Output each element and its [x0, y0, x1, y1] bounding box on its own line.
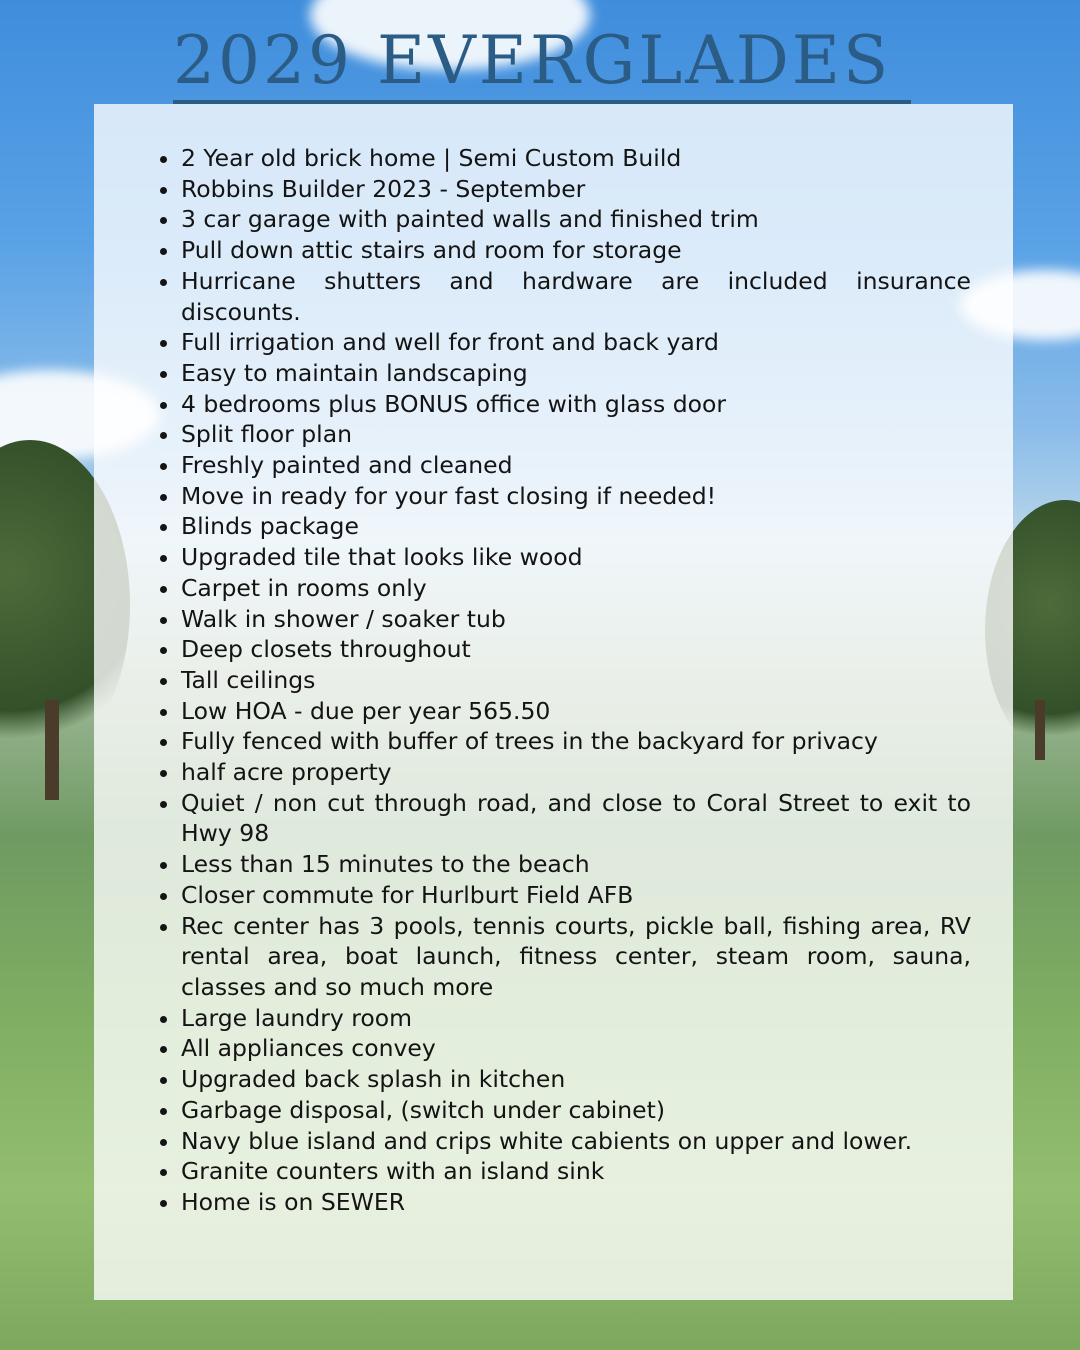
tree-trunk: [1035, 700, 1045, 760]
feature-item: • Granite counters with an island sink: [181, 1156, 971, 1187]
feature-item: • Blinds package: [181, 511, 971, 542]
feature-item: • Freshly painted and cleaned: [181, 450, 971, 481]
feature-item: • Split floor plan: [181, 419, 971, 450]
feature-item: • Robbins Builder 2023 - September: [181, 174, 971, 205]
feature-item: • Quiet / non cut through road, and close to Coral Street to exit to Hwy 98: [181, 788, 971, 849]
page-title: 2029 EVERGLADES: [173, 22, 911, 104]
feature-item: • Garbage disposal, (switch under cabinet): [181, 1095, 971, 1126]
feature-item: • Fully fenced with buffer of trees in the backyard for privacy: [181, 726, 971, 757]
feature-item: • Less than 15 minutes to the beach: [181, 849, 971, 880]
feature-item: • Full irrigation and well for front and back yard: [181, 327, 971, 358]
feature-item: • Carpet in rooms only: [181, 573, 971, 604]
feature-item: • 4 bedrooms plus BONUS office with glass door: [181, 389, 971, 420]
feature-item: • Tall ceilings: [181, 665, 971, 696]
feature-item: • Pull down attic stairs and room for storage: [181, 235, 971, 266]
tree-trunk: [45, 700, 59, 800]
feature-item: • Navy blue island and crips white cabients on upper and lower.: [181, 1126, 971, 1157]
feature-item: • 2 Year old brick home | Semi Custom Build: [181, 143, 971, 174]
feature-item: • All appliances convey: [181, 1033, 971, 1064]
feature-item: • Upgraded tile that looks like wood: [181, 542, 971, 573]
feature-item: • Easy to maintain landscaping: [181, 358, 971, 389]
feature-item: • Home is on SEWER: [181, 1187, 971, 1218]
feature-item: • Upgraded back splash in kitchen: [181, 1064, 971, 1095]
feature-item: • Low HOA - due per year 565.50: [181, 696, 971, 727]
feature-item: • Hurricane shutters and hardware are included insurance discounts.: [181, 266, 971, 327]
feature-item: • Large laundry room: [181, 1003, 971, 1034]
feature-item: • Move in ready for your fast closing if needed!: [181, 481, 971, 512]
feature-item: • Deep closets throughout: [181, 634, 971, 665]
feature-item: • Closer commute for Hurlburt Field AFB: [181, 880, 971, 911]
feature-item: • half acre property: [181, 757, 971, 788]
feature-item: • Walk in shower / soaker tub: [181, 604, 971, 635]
feature-list: [146, 143, 971, 1218]
feature-item: • Rec center has 3 pools, tennis courts, pickle ball, fishing area, RV rental area, boat launch, fitness center, steam room, sauna, classes and so much more: [181, 911, 971, 1003]
feature-item: • 3 car garage with painted walls and finished trim: [181, 204, 971, 235]
